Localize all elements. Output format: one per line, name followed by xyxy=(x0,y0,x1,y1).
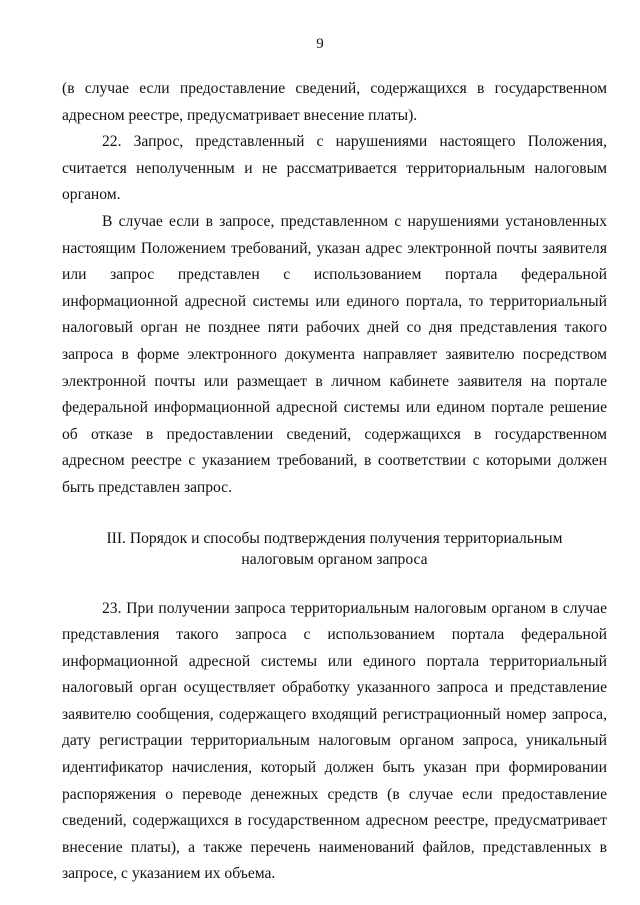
paragraph-23: 23. При получении запроса территориальным налоговым органом в случае представления такого запроса с использованием портала федеральной информационной адресной системы или единого портала территориальный налоговый орган осуществляет обработку указанного запроса и представление заявителю сообщения, содержащего входящий регистрационный номер запроса, дату регистрации территориальным налоговым органом запроса, уникальный идентификатор начисления, который должен быть указан при формировании распоряжения о переводе денежных средств (в случае если предоставление сведений, содержащихся в государственном адресном реестре, предусматривает внесение платы), а также перечень наименований файлов, представленных в запросе, с указанием их объема. xyxy=(62,599,607,883)
paragraph-22-continued: В случае если в запросе, представленном с нарушениями установленных настоящим Положением требований, указан адрес электронной почты заявителя или запрос представлен с использованием портала федеральной информационной адресной системы или единого портала, то территориальный налоговый орган не позднее пяти рабочих дней со дня представления такого запроса в форме электронного документа направляет заявителю посредством электронной почты или размещает в личном кабинете заявителя на портале федеральной информационной адресной системы или едином портале решение об отказе в предоставлении сведений, содержащихся в государственном адресном реестре с указанием требований, в соответствии с которыми должен быть представлен запрос. xyxy=(62,212,607,496)
page-number: 9 xyxy=(316,36,324,52)
section-heading-line-1: III. Порядок и способы подтверждения получения территориальным xyxy=(106,529,563,547)
paragraph-22: 22. Запрос, представленный с нарушениями настоящего Положения, считается неполученным и не рассматривается территориальным налоговым органом. xyxy=(62,133,607,204)
section-heading xyxy=(62,528,607,570)
section-heading-line-2: налоговым органом запроса xyxy=(241,550,428,568)
paragraph-continuation: (в случае если предоставление сведений, содержащихся в государственном адресном реестре, предусматривает внесение платы). xyxy=(62,80,607,124)
document-body xyxy=(62,76,607,888)
